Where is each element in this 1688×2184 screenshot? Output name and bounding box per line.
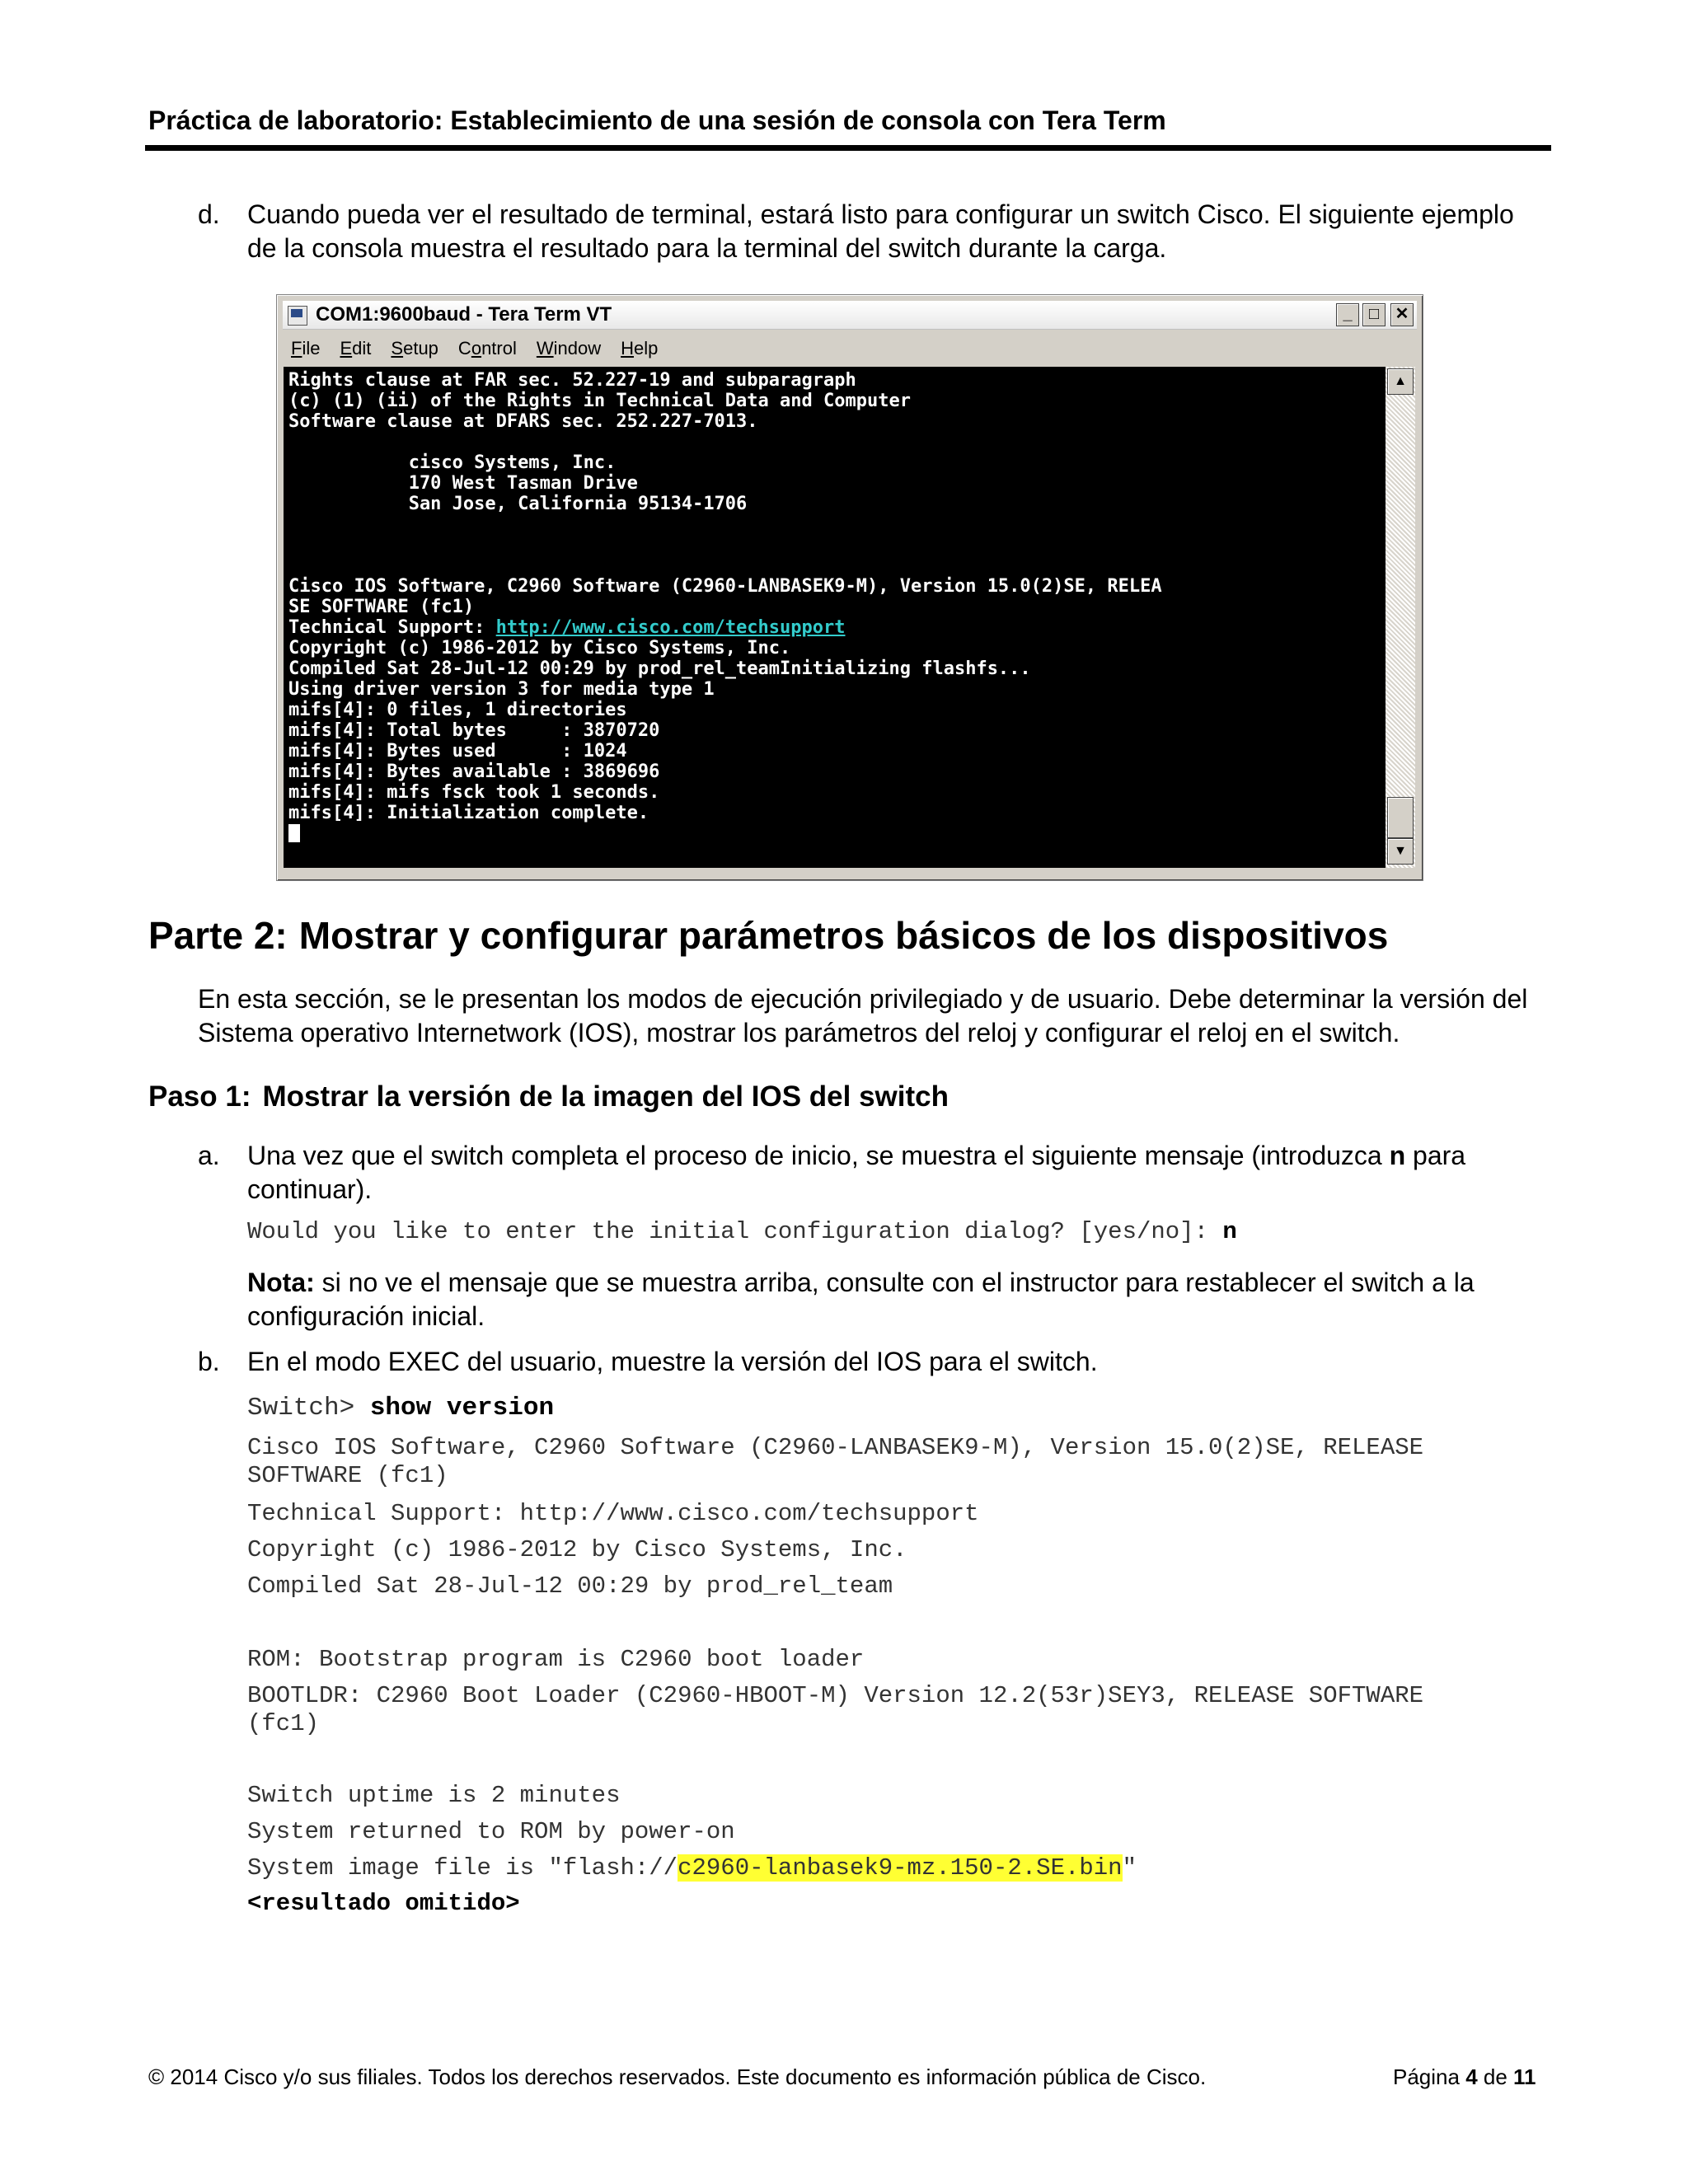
menu-control[interactable]: Control	[457, 338, 517, 359]
step-d-text: Cuando pueda ver el resultado de terminal, estará listo para configurar un switch Cisco. El siguiente ejemplo de la consola muestra el resultado para la terminal del switch durante la carga.	[247, 199, 1514, 263]
image-file-highlight: c2960-lanbasek9-mz.150-2.SE.bin	[678, 1854, 1123, 1882]
teraterm-window	[276, 294, 1423, 881]
config-dialog-prompt: Would you like to enter the initial configuration dialog? [yes/no]: n	[247, 1218, 1237, 1245]
show-version-out8: System returned to ROM by power-on	[247, 1818, 735, 1845]
terminal-cursor	[288, 824, 300, 842]
footer-page-number: Página 4 de 11	[1393, 2064, 1536, 2089]
step-a	[198, 1139, 1533, 1207]
show-version-out2: Technical Support: http://www.cisco.com/techsupport	[247, 1500, 979, 1527]
step-b-text: En el modo EXEC del usuario, muestre la versión del IOS para el switch.	[247, 1347, 1098, 1376]
terminal-output: Rights clause at FAR sec. 52.227-19 and subparagraph (c) (1) (ii) of the Rights in Technical Data and Computer Software clause at DFARS sec. 252.227-7013. cisco Systems, Inc. 170 West Tasman Drive San Jose, California 95134-1706 Cisco IOS Software, C2960 Software (C2960-LANBASEK9-M), Version 15.0(2)SE, RELEA SE SOFTWARE (fc1) Technical Support: http://www.cisco.com/techsupport Copyright (c) 1986-2012 by Cisco Systems, Inc. Compiled Sat 28-Jul-12 00:29 by prod_rel_teamInitializing flashfs... Using driver version 3 for media type 1 mifs[4]: 0 files, 1 directories mifs[4]: Total bytes : 3870720 mifs[4]: Bytes used : 1024 mifs[4]: Bytes available : 3869696 mifs[4]: mifs fsck took 1 seconds. mifs[4]: Initialization complete.	[288, 370, 1162, 844]
teraterm-menubar	[283, 335, 1417, 363]
scroll-down-icon[interactable]: ▼	[1387, 838, 1414, 865]
part2-intro: En esta sección, se le presentan los modos de ejecución privilegiado y de usuario. Debe determinar la versión del Sistema operativo Internetwork (IOS), mostrar los parámetros del reloj y configurar el reloj en el switch.	[198, 984, 1528, 1047]
header-rule	[145, 145, 1551, 151]
step1-heading	[148, 1080, 949, 1113]
page-header-title: Práctica de laboratorio: Establecimiento de una sesión de consola con Tera Term	[148, 105, 1166, 135]
maximize-icon[interactable]: □	[1362, 303, 1386, 326]
step-a-marker: a.	[198, 1141, 220, 1170]
note	[247, 1266, 1550, 1333]
step-b-marker: b.	[198, 1347, 220, 1376]
show-version-out7: Switch uptime is 2 minutes	[247, 1782, 621, 1809]
output-omitted: <resultado omitido>	[247, 1890, 520, 1917]
step-b	[198, 1345, 1533, 1379]
show-version-command: Switch> show version	[247, 1394, 555, 1422]
step-a-text-after: para continuar).	[247, 1141, 1466, 1204]
show-version-out6: BOOTLDR: C2960 Boot Loader (C2960-HBOOT-M) Version 12.2(53r)SEY3, RELEASE SOFTWARE (fc1)	[247, 1682, 1424, 1737]
show-version-out3: Copyright (c) 1986-2012 by Cisco Systems, Inc.	[247, 1536, 907, 1563]
step1-title: Mostrar la versión de la imagen del IOS del switch	[262, 1080, 949, 1113]
note-text: si no ve el mensaje que se muestra arriba, consulte con el instructor para restablecer el switch a la configuración inicial.	[247, 1268, 1475, 1331]
scroll-up-icon[interactable]: ▲	[1387, 368, 1414, 395]
footer-copyright: © 2014 Cisco y/o sus filiales. Todos los derechos reservados. Este documento es información pública de Cisco.	[148, 2064, 1207, 2089]
part2-number: Parte 2:	[148, 914, 288, 957]
part2-title: Mostrar y configurar parámetros básicos de los dispositivos	[298, 914, 1389, 957]
step-a-text-before: Una vez que el switch completa el proceso de inicio, se muestra el siguiente mensaje (introduzca	[247, 1141, 1390, 1170]
show-version-out5: ROM: Bootstrap program is C2960 boot loader	[247, 1646, 865, 1673]
step-d	[198, 198, 1533, 265]
section-heading-part2	[148, 913, 1388, 958]
note-label: Nota:	[247, 1268, 315, 1297]
menu-window[interactable]: Window	[536, 338, 602, 359]
teraterm-app-icon	[288, 306, 307, 326]
minimize-icon[interactable]: _	[1336, 303, 1359, 326]
step-d-marker: d.	[198, 199, 220, 229]
step1-number: Paso 1:	[148, 1080, 251, 1113]
close-icon[interactable]: ✕	[1390, 303, 1414, 326]
scroll-thumb[interactable]	[1387, 797, 1414, 838]
menu-help[interactable]: Help	[621, 338, 659, 359]
show-version-out4: Compiled Sat 28-Jul-12 00:29 by prod_rel_team	[247, 1572, 893, 1600]
menu-file[interactable]: File	[291, 338, 321, 359]
terminal-scrollbar[interactable]	[1386, 367, 1415, 868]
teraterm-titlebar	[283, 301, 1417, 330]
show-version-out9: System image file is "flash://c2960-lanbasek9-mz.150-2.SE.bin"	[247, 1854, 1137, 1882]
teraterm-window-title: COM1:9600baud - Tera Term VT	[316, 303, 612, 326]
menu-setup[interactable]: Setup	[391, 338, 438, 359]
menu-edit[interactable]: Edit	[340, 338, 372, 359]
techsupport-link[interactable]: http://www.cisco.com/techsupport	[495, 617, 846, 638]
step-a-bold: n	[1389, 1141, 1406, 1170]
teraterm-terminal[interactable]	[284, 367, 1386, 868]
show-version-out1: Cisco IOS Software, C2960 Software (C2960-LANBASEK9-M), Version 15.0(2)SE, RELEASE SOFTWARE (fc1)	[247, 1434, 1424, 1489]
